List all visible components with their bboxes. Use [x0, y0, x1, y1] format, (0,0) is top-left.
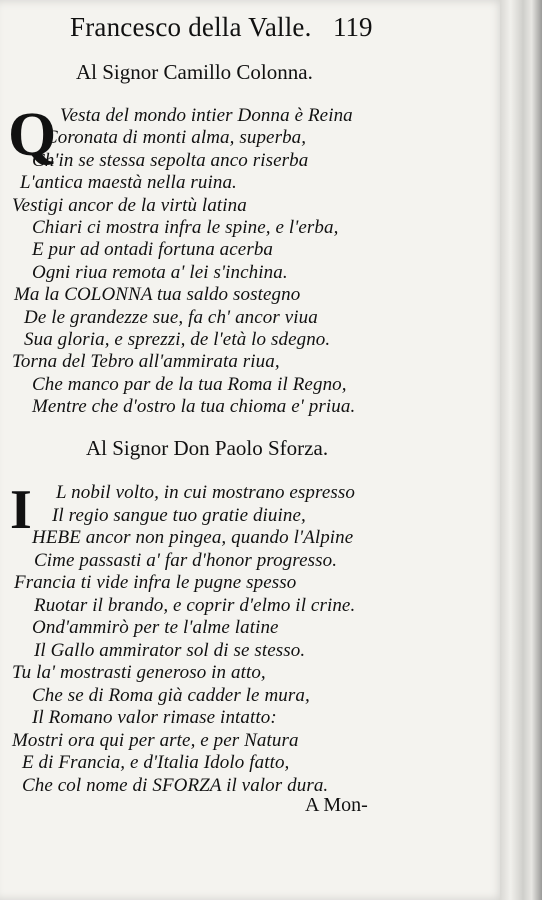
verse-line: HEBE ancor non pingea, quando l'Alpine	[32, 527, 354, 548]
verse-line: Mostri ora qui per arte, e per Natura	[12, 729, 299, 751]
verse-line: Ruotar il brando, e coprir d'elmo il crine.	[34, 594, 356, 616]
dropcap-2: I	[10, 479, 32, 541]
verse-line: Coronata di monti alma, superba,	[45, 127, 307, 149]
verse-line: De le grandezze sue, fa ch' ancor viua	[24, 306, 318, 328]
verse-line: Ma la COLONNA tua saldo sostegno	[14, 284, 301, 306]
verse-line: Vestigi ancor de la virtù latina	[12, 194, 247, 216]
page-number: 119	[333, 12, 373, 42]
catchword: A Mon-	[305, 794, 368, 816]
verse-line: L'antica maestà nella ruina.	[20, 172, 237, 194]
dropcap-1: Q	[8, 101, 57, 169]
verse-line: Ch'in se stessa sepolta anco riserba	[32, 149, 309, 171]
poem-title-1: Al Signor Camillo Colonna.	[76, 60, 313, 84]
verse-line: E pur ad ontadi fortuna acerba	[32, 239, 274, 261]
verse-line: Che manco par de la tua Roma il Regno,	[32, 373, 347, 395]
verse-line: Il regio sangue tuo gratie diuine,	[52, 504, 306, 526]
verse-line: E di Francia, e d'Italia Idolo fatto,	[22, 752, 290, 773]
verse-line: Il Romano valor rimase intatto:	[32, 707, 277, 728]
verse-line: Ogni riua remota a' lei s'inchina.	[32, 261, 288, 283]
verse-line: L nobil volto, in cui mostrano espresso	[56, 482, 355, 503]
verse-line: Mentre che d'ostro la tua chioma e' priua.	[32, 396, 356, 418]
running-header-author: Francesco della Valle.	[70, 12, 312, 42]
verse-line: Vesta del mondo intier Donna è Reina	[60, 105, 353, 126]
verse-line: Torna del Tebro all'ammirata riua,	[12, 351, 280, 373]
verse-line: Francia ti vide infra le pugne spesso	[14, 572, 297, 593]
verse-line: Cime passasti a' far d'honor progresso.	[34, 549, 338, 571]
verse-line: Che se di Roma già cadder le mura,	[32, 684, 310, 706]
verse-line: Che col nome di SFORZA il valor dura.	[22, 774, 329, 796]
verse-line: Il Gallo ammirator sol di se stesso.	[34, 639, 306, 661]
poem-title-2: Al Signor Don Paolo Sforza.	[86, 436, 329, 460]
page-edge-shadow	[500, 0, 542, 900]
verse-line: Chiari ci mostra infra le spine, e l'erba,	[32, 217, 339, 238]
verse-line: Sua gloria, e sprezzi, de l'età lo sdegno.	[24, 329, 331, 350]
verse-line: Ond'ammirò per te l'alme latine	[32, 617, 279, 638]
verse-line: Tu la' mostrasti generoso in atto,	[12, 662, 266, 683]
